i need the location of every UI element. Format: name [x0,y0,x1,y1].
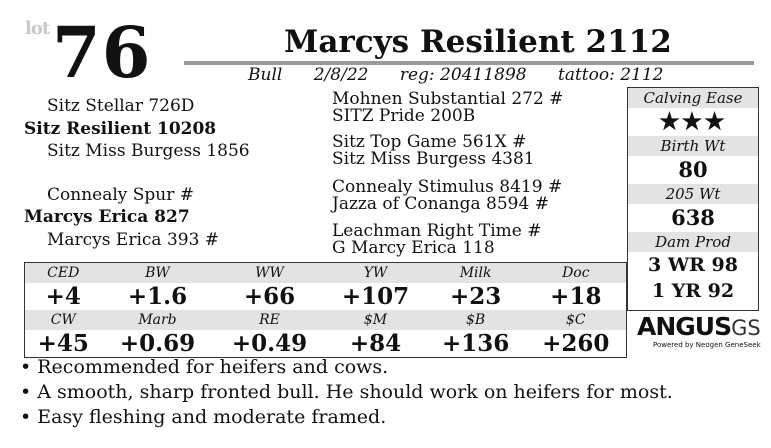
wt205-label: 205 Wt [628,184,758,204]
epd-value: +136 [441,330,510,357]
epd-value: +18 [550,283,602,310]
epd-header-row-2 [25,310,627,330]
pedigree-dsd: Jazza of Conanga 8594 # [332,194,549,214]
epd-value: +1.6 [127,283,188,310]
epd-table [24,262,627,358]
epd-label: Milk [426,263,526,284]
animal-sex: Bull [248,65,283,85]
epd-value: +0.49 [231,330,308,357]
angus-gs-logo [637,312,761,349]
epd-value: +84 [349,330,402,357]
side-stats-panel [627,87,759,311]
epd-value: +260 [542,330,610,357]
epd-header-row-1 [25,263,627,284]
epd-label: BW [102,263,214,284]
epd-value: +0.69 [119,330,196,357]
epd-value: +66 [243,283,296,310]
pedigree-sire-dam: Sitz Miss Burgess 1856 [47,141,250,161]
epd-label: CED [25,263,102,284]
pedigree-sire-sire: Sitz Stellar 726D [47,96,195,116]
epd-label: YW [325,263,425,284]
epd-label: $C [526,310,627,330]
pedigree-dss: Connealy Stimulus 8419 # [332,177,563,197]
pedigree-dam: Marcys Erica 827 [24,207,190,227]
epd-label: WW [213,263,325,284]
note-item: • Recommended for heifers and cows. [20,355,673,380]
logo-powered: Powered by Neogen GeneSeek [653,341,761,349]
epd-value: +4 [45,283,81,310]
pedigree-dam-dam: Marcys Erica 393 # [47,230,220,250]
epd-label: Doc [526,263,627,284]
epd-label: CW [25,310,102,330]
lot-number: 76 [52,11,152,94]
note-item: • Easy fleshing and moderate framed. [20,405,673,430]
logo-suffix: GS [731,316,761,340]
animal-tattoo: tattoo: 2112 [558,65,664,85]
dam-prod-value-2: 1 YR 92 [651,280,735,302]
lot-label: lot [25,18,50,39]
notes-list [20,355,673,430]
epd-value-row-2 [25,330,627,358]
epd-value: +23 [449,283,502,310]
dam-prod-label: Dam Prod [628,232,758,252]
animal-name: Marcys Resilient 2112 [284,24,672,60]
pedigree-ddd: G Marcy Erica 118 [332,238,495,258]
dam-prod-value-1: 3 WR 98 [647,254,739,276]
epd-value: +45 [37,330,89,357]
pedigree-sss: Mohnen Substantial 272 # [332,89,564,109]
pedigree-dam-sire: Connealy Spur # [47,185,195,205]
birth-wt-value: 80 [678,157,708,182]
epd-value: +107 [341,283,410,310]
pedigree-sds: Sitz Top Game 561X # [332,132,527,152]
birth-wt-label: Birth Wt [628,136,758,156]
calving-ease-stars: ★★★ [659,108,727,135]
calving-ease-label: Calving Ease [628,88,758,108]
wt205-value: 638 [671,205,715,230]
pedigree-ssd: SITZ Pride 200B [332,106,476,126]
epd-label: Marb [102,310,214,330]
pedigree-sdd: Sitz Miss Burgess 4381 [332,149,535,169]
pedigree-sire: Sitz Resilient 10208 [24,119,217,139]
epd-label: RE [213,310,325,330]
epd-label: $M [325,310,425,330]
logo-main: ANGUS [637,312,732,341]
pedigree-dds: Leachman Right Time # [332,221,542,241]
note-item: • A smooth, sharp fronted bull. He should work on heifers for most. [20,380,673,405]
animal-reg: reg: 20411898 [399,65,527,85]
animal-birthdate: 2/8/22 [313,65,369,85]
epd-value-row-1 [25,283,627,310]
epd-label: $B [426,310,526,330]
animal-info [248,65,664,85]
